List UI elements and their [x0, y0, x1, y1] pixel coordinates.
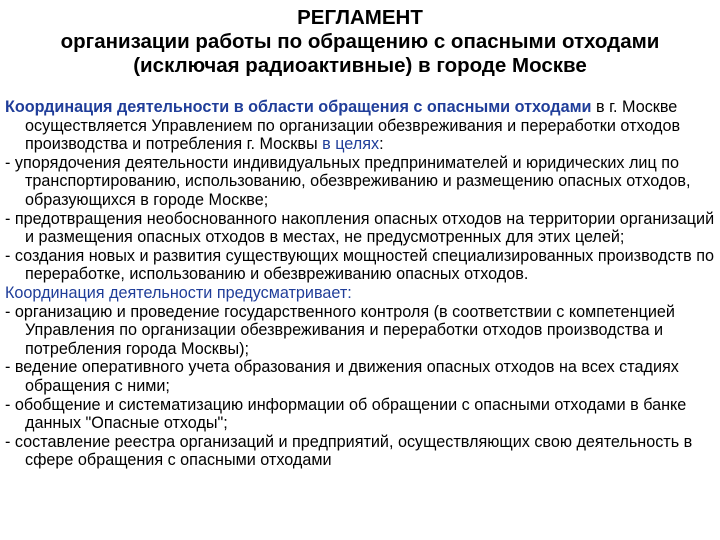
- title-line-2: организации работы по обращению с опасными отходами: [60, 30, 660, 53]
- provision-item: - обобщение и систематизацию информации об обращении с опасными отходами в банке данных "Опасные отходы";: [5, 395, 687, 433]
- title-line-1: РЕГЛАМЕНТ: [297, 6, 423, 29]
- goal-item: - упорядочения деятельности индивидуальных предпринимателей и юридических лиц по транспортированию, использованию, обезвреживанию и размещению опасных отходов, образующихся в городе Москве;: [5, 153, 691, 209]
- intro-paragraph: [5, 98, 717, 154]
- intro-body: в г. Москве осуществляется Управлением по организации обезвреживания и переработки отходов производства и потребления г. Москвы: [25, 98, 681, 154]
- goal-item: - создания новых и развития существующих мощностей специализированных производств по переработке, использованию и обезвреживанию опасных отходов.: [5, 246, 714, 284]
- document-title: [0, 6, 720, 78]
- provision-item: - составление реестра организаций и предприятий, осуществляющих свою деятельность в сфере обращения с опасными отходами: [5, 432, 693, 470]
- intro-goal: в целях: [322, 135, 380, 154]
- provision-item: - организацию и проведение государственного контроля (в соответствии с компетенцией Управления по организации обезвреживания и переработки отходов производства и потребления города Москвы);: [5, 302, 675, 358]
- provision-item: - ведение оперативного учета образования и движения опасных отходов на всех стадиях обращения с ними;: [5, 358, 679, 395]
- title-line-3: (исключая радиоактивные) в городе Москве: [133, 54, 587, 77]
- provides-heading: Координация деятельности предусматривает:: [5, 283, 352, 302]
- intro-lead: Координация деятельности в области обращения с опасными отходами: [5, 98, 592, 116]
- goal-item: - предотвращения необоснованного накопления опасных отходов на территории организаций и размещения опасных отходов в местах, не предусмотренных для этих целей;: [5, 209, 715, 247]
- intro-colon: :: [379, 135, 384, 154]
- document-body: [5, 98, 717, 470]
